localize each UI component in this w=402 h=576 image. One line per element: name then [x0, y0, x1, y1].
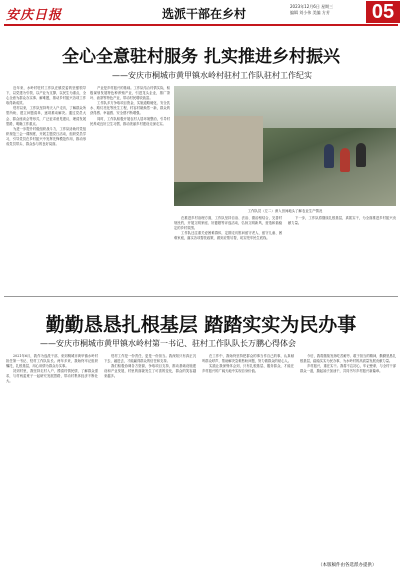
paragraph: 初到村里，我坚持走村入户，摸清村情民情，了解群众需求，与村两委班子一起研究发展思路，带动村集体经济不断壮大。 [6, 369, 98, 384]
paragraph: 我们积极协调各方资源，争取项目支持，推动基础设施建设和产业发展，村里的面貌发生了可喜的变化，群众的笑容越来越多。 [104, 364, 196, 379]
article1-headline: 全心全意驻村服务 扎实推进乡村振兴 [62, 47, 340, 67]
source-note: （本版稿件由各选派办提供） [318, 563, 377, 568]
paragraph: 实践让我深刻体会到，只有扎根基层、服务群众，才能在乡村振兴的广阔天地中实现自身价值。 [202, 364, 294, 374]
paragraph: 驻村工作是一份责任，更是一份担当。我深知只有真正沉下去、融进去，才能赢得群众的信任和支持。 [104, 354, 196, 364]
section-title: 选派干部在乡村 [162, 7, 247, 21]
article2-column-4 [300, 354, 396, 554]
paragraph: 工作队多方争取项目资金，实施道路硬化、安全饮水、路灯亮化等民生工程，村容村貌焕然一新，群众的获得感、幸福感、安全感不断增强。 [90, 101, 170, 116]
paragraph: 下一步，工作队将继续扎根基层，真抓实干，为全面推进乡村振兴贡献力量。 [288, 216, 396, 226]
article1-column-3 [174, 216, 282, 292]
article1-photo [174, 86, 396, 206]
paragraph: 2021年6月，我作为选派干部，来到桐城市黄甲镇水岭村担任第一书记、驻村工作队队长。两年多来，我始终牢记组织嘱托，扎根基层，用心用情为群众办实事。 [6, 354, 98, 369]
paragraph: 在工作中，我始终坚持把群众的事当作自己的事，认真倾听群众呼声，帮助解决急难愁盼问题，努力做群众的贴心人。 [202, 354, 294, 364]
newspaper-logo: 安庆日报 [6, 8, 63, 23]
article2-column-1 [6, 354, 98, 566]
article1-column-2 [90, 86, 170, 286]
article2-subhead: ——安庆市桐城市黄甲镇水岭村第一书记、驻村工作队队长万鹏心得体会 [40, 339, 296, 348]
paragraph: 近年来，水岭村驻村工作队在镇党委的坚强领导下，以党建为引领，以产业为支撑，以民生为重点，全心全意为群众办实事、解难题，推动乡村振兴各项工作取得新成效。 [6, 86, 86, 106]
article1-column-1 [6, 86, 86, 286]
issue-date: 2023年12月6日 星期三 [290, 4, 334, 9]
page-number: 05 [366, 1, 400, 23]
article2-column-3 [202, 354, 294, 566]
paragraph: 在推进乡村治理方面，工作队坚持自治、法治、德治相结合，完善村规民约，开展文明家庭、好婆媳等评选活动，弘扬文明新风，营造和谐稳定的乡村氛围。 [174, 216, 282, 231]
photo-person [340, 148, 350, 172]
article2-headline: 勤勤恳恳扎根基层 踏踏实实为民办事 [45, 314, 357, 336]
paragraph: 为进一步提升村级组织战斗力，工作队协助村党组织规范三会一课制度，开展主题党日活动，组织党员学习，引导党员在乡村振兴中发挥先锋模范作用，推动形成党员带头、群众参与的良好局面。 [6, 126, 86, 147]
photo-building [174, 116, 263, 182]
article1-subhead: ——安庆市桐城市黄甲镇水岭村驻村工作队驻村工作纪实 [112, 71, 312, 80]
article2-column-2 [104, 354, 196, 566]
masthead-rule [4, 24, 398, 26]
photo-person [356, 143, 366, 167]
article1-column-4 [288, 216, 396, 292]
paragraph: 产业是乡村振兴的基础。工作队结合村情实际，积极谋划发展特色种养殖产业，引进龙头企业，推广茶叶、油茶等特色产业，带动村民增收致富。 [90, 86, 170, 101]
article-divider [4, 296, 398, 297]
paragraph: 乡村振兴，重在实干。我将不忘初心，牢记使命，与全村干部群众一道，撸起袖子加油干，共同书写乡村振兴新篇章。 [300, 364, 396, 374]
paragraph: 同时，工作队积极开展农村人居环境整治，引导村民养成良好卫生习惯，推动美丽乡村建设走深走实。 [90, 116, 170, 126]
paragraph: 驻村以来，工作队坚持每天入户走访，了解群众所思所盼，建立问题清单，逐项推动解决。通过党员大会、群众座谈会等形式，广泛征求意见建议，理清发展思路，明确工作重点。 [6, 106, 86, 126]
issue-meta [290, 4, 362, 16]
photo-person [324, 144, 334, 168]
issue-editors: 编辑 刘小伟 美编 方芳 [290, 10, 330, 15]
article1-photo-caption: 工作队员（左二）深入田间地头了解农业生产情况 [247, 209, 323, 213]
paragraph: 工作队还注重关爱困难群体，定期走访慰问留守老人、留守儿童、困难家庭，落实各项帮扶政策，做到应帮尽帮，切实兜牢民生底线。 [174, 231, 282, 241]
paragraph: 今后，我将继续发扬吃苦耐劳、敢于担当的精神，勤勤恳恳扎根基层，踏踏实实为民办事，为水岭村的高质量发展贡献力量。 [300, 354, 396, 364]
